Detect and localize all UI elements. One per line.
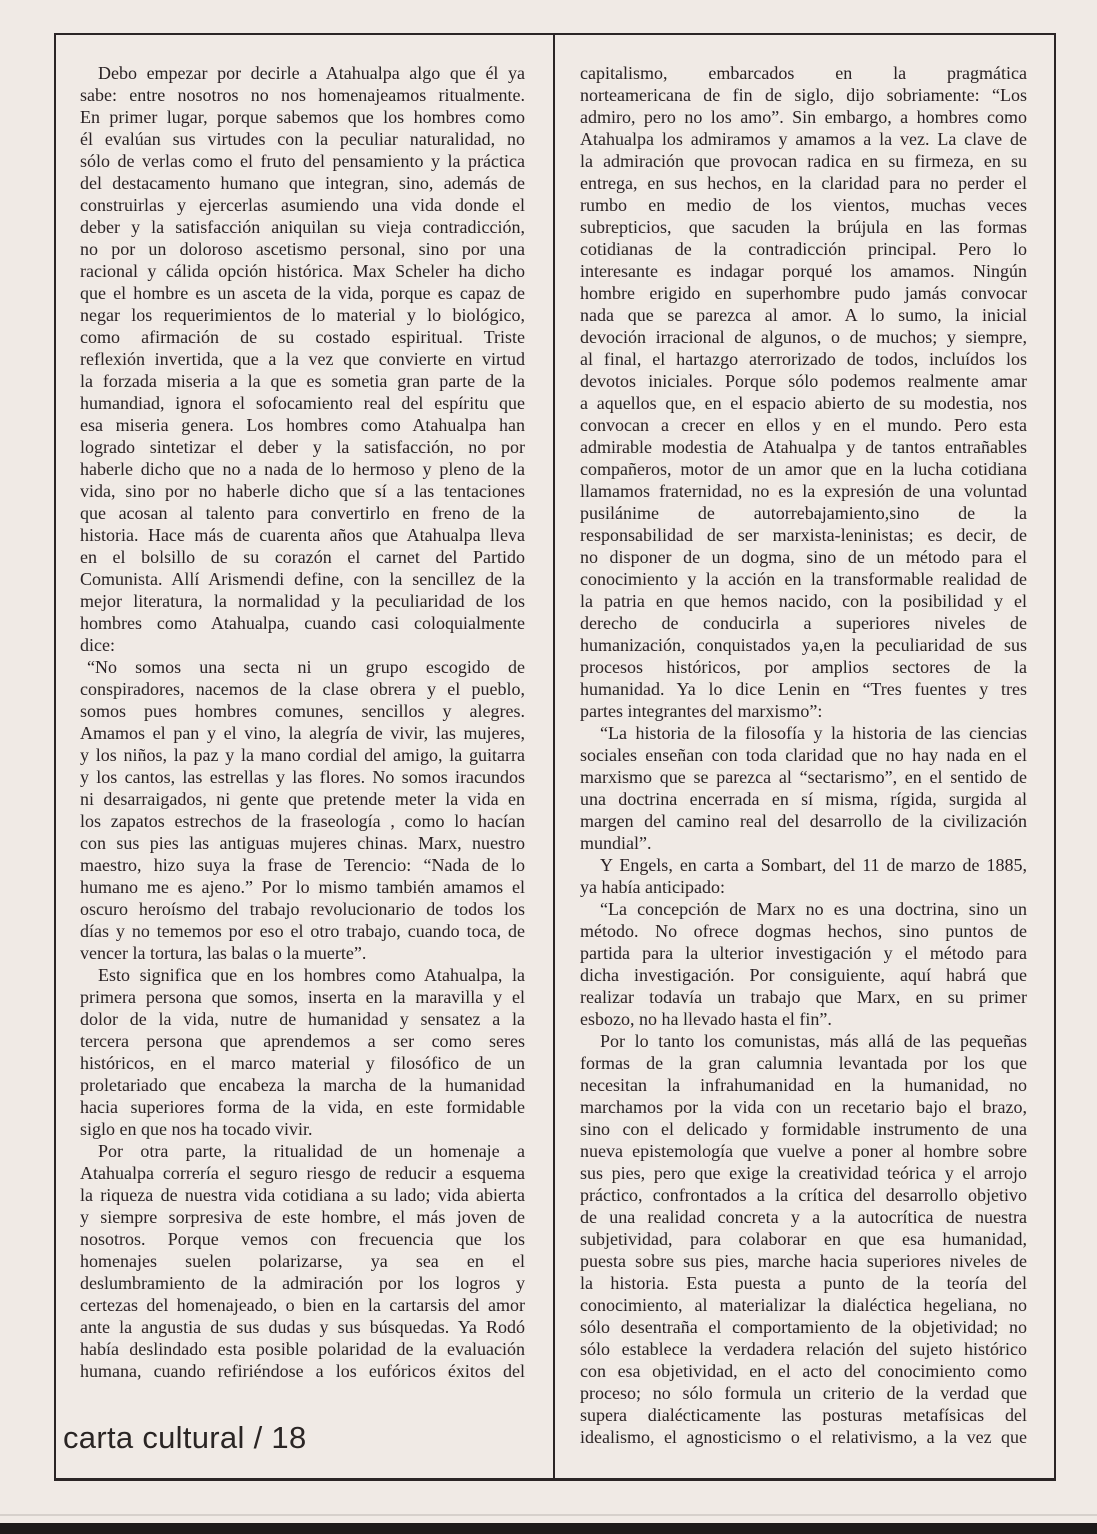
text-line: partes integrantes del marxismo”:	[580, 701, 823, 721]
text-line: necesitan la infrahumanidad en la humanidad, no	[580, 1075, 1027, 1095]
text-line: la historia. Esta puesta a punto de la teoría del	[580, 1273, 1027, 1293]
paragraph	[580, 62, 1027, 722]
text-line: certezas del homenajeado, o bien en la cartarsis del amor	[80, 1295, 525, 1315]
text-line: humanidad. Ya lo dice Lenin en “Tres fuentes y tres	[580, 679, 1027, 699]
text-line: supera dialécticamente las posturas metafísicas del	[580, 1405, 1027, 1425]
text-line: vencer la tortura, las balas o la muerte”.	[80, 943, 367, 963]
right-column	[580, 62, 1027, 1448]
text-line: no por un doloroso ascetismo personal, sino por una	[80, 239, 525, 259]
text-line: y los niños, la paz y la mano cordial del amigo, la guitarra	[80, 745, 525, 765]
text-line: interesante es indagar porqué los amamos. Ningún	[580, 261, 1027, 281]
text-line: ya había anticipado:	[580, 877, 725, 897]
text-line: método. No ofrece dogmas hechos, sino puntos de	[580, 921, 1027, 941]
text-line: humandiad, ignora el sofocamiento real del espíritu que	[80, 393, 525, 413]
text-line: esa miseria genera. Los hombres como Atahualpa han	[80, 415, 525, 435]
text-line: idealismo, el agnosticismo o el relativismo, a la vez que	[580, 1427, 1027, 1447]
page-footer: carta cultural / 18	[63, 1420, 307, 1455]
paragraph	[580, 1030, 1027, 1448]
text-line: mejor literatura, la normalidad y la peculiaridad de los	[80, 591, 525, 611]
text-line: como afirmación de su costado espiritual. Triste	[80, 327, 525, 347]
text-line: conspiradores, nacemos de la clase obrera y el pueblo,	[80, 679, 525, 699]
text-line: la patria en que hemos nacido, con la posibilidad y el	[580, 591, 1027, 611]
text-line: dicha investigación. Por consiguiente, aquí habrá que	[580, 965, 1027, 985]
text-line: mundial”.	[580, 833, 652, 853]
text-line: al final, el hartazgo aterrorizado de todos, incluídos los	[580, 349, 1027, 369]
text-line: con sus pies las antiguas mujeres chinas. Marx, nuestro	[80, 833, 525, 853]
text-line: Y Engels, en carta a Sombart, del 11 de marzo de 1885,	[600, 855, 1027, 875]
text-line: subrepticios, que sacuden la brújula en las formas	[580, 217, 1027, 237]
text-line: En primer lugar, porque sabemos que los hombres como	[80, 107, 525, 127]
text-line: homenajes suelen polarizarse, ya sea en el	[80, 1251, 525, 1271]
text-line: hombre erigido en superhombre pudo jamás convocar	[580, 283, 1027, 303]
text-line: la admiración que provocan radica en su firmeza, en su	[580, 151, 1027, 171]
text-line: derecho de conducirla a superiores niveles de	[580, 613, 1027, 633]
text-line: Comunista. Allí Arismendi define, con la sencillez de la	[80, 569, 525, 589]
text-line: una doctrina encerrada en sí misma, rígida, surgida al	[580, 789, 1027, 809]
text-line: marxismo que se parezca al “sectarismo”, en el sentido de	[580, 767, 1027, 787]
text-line: subjetividad, para colaborar en que esa humanidad,	[580, 1229, 1027, 1249]
quotation	[580, 722, 1027, 854]
text-line: hombres como Atahualpa, cuando casi coloquialmente	[80, 613, 525, 633]
text-line: la riqueza de nuestra vida cotidiana a su lado; vida abierta	[80, 1185, 525, 1205]
text-line: ni desarraigados, ni gente que pretende meter la vida en	[80, 789, 525, 809]
text-line: capitalismo, embarcados en la pragmática	[580, 63, 1027, 83]
text-line: compañeros, motor de un amor que en la lucha cotidiana	[580, 459, 1027, 479]
paragraph	[80, 1140, 525, 1382]
text-line: reflexión invertida, que a la vez que convierte en virtud	[80, 349, 525, 369]
text-line: admirable modestia de Atahualpa y de tantos entrañables	[580, 437, 1027, 457]
text-line: los zapatos estrechos de la fraseología , como lo hacían	[80, 811, 525, 831]
text-line: construirlas y ejercerlas asumiendo una vida donde el	[80, 195, 525, 215]
text-line: rumbo en medio de los vientos, muchas veces	[580, 195, 1027, 215]
text-line: nueva epistemología que vuelve a poner al hombre sobre	[580, 1141, 1027, 1161]
text-line: sus pies, pero que exige la creatividad teórica y el arrojo	[580, 1163, 1027, 1183]
text-line: Por lo tanto los comunistas, más allá de las pequeñas	[600, 1031, 1027, 1051]
text-line: Debo empezar por decirle a Atahualpa algo que él ya	[98, 63, 525, 83]
text-line: logrado sintetizar el deber y la satisfacción, no por	[80, 437, 525, 457]
column-divider	[553, 33, 555, 1479]
text-line: nosotros. Porque vemos con frecuencia que los	[80, 1229, 525, 1249]
text-line: dolor de la vida, nutre de humanidad y sensatez a la	[80, 1009, 525, 1029]
text-line: cotidianas de la contradicción principal. Pero lo	[580, 239, 1027, 259]
text-line: del destacamento humano que integran, sino, además de	[80, 173, 525, 193]
text-line: la forzada miseria a la que es sometia gran parte de la	[80, 371, 525, 391]
scan-bottom-edge	[0, 1523, 1097, 1534]
text-line: responsabilidad de ser marxista-leninistas; es decir, de	[580, 525, 1027, 545]
text-line: racional y cálida opción histórica. Max Scheler ha dicho	[80, 261, 525, 281]
text-line: Amamos el pan y el vino, la alegría de vivir, las mujeres,	[80, 723, 525, 743]
text-line: “No somos una secta ni un grupo escogido de	[87, 657, 525, 677]
text-line: días y no tememos por eso el otro trabajo, cuando toca, de	[80, 921, 525, 941]
text-line: pusilánime de autorrebajamiento,sino de la	[580, 503, 1027, 523]
text-line: hacia superiores forma de la vida, en este formidable	[80, 1097, 525, 1117]
text-line: él evalúan sus virtudes con la peculiar naturalidad, no	[80, 129, 525, 149]
text-line: sólo desentraña el comportamiento de la objetividad; no	[580, 1317, 1027, 1337]
quotation	[580, 898, 1027, 1030]
text-line: con esa objetividad, en el acto del conocimiento como	[580, 1361, 1027, 1381]
text-line: puesta sobre sus pies, marche hacia superiores niveles de	[580, 1251, 1027, 1271]
text-line: humano me es ajeno.” Por lo mismo también amamos el	[80, 877, 525, 897]
text-line: vida, sino por no haberle dicho que sí a las tentaciones	[80, 481, 525, 501]
text-line: admiro, pero no los amo”. Sin embargo, a hombres como	[580, 107, 1027, 127]
text-line: siglo en que nos ha tocado vivir.	[80, 1119, 313, 1139]
text-line: “La concepción de Marx no es una doctrina, sino un	[600, 899, 1027, 919]
text-line: y siempre sorpresiva de este hombre, el más joven de	[80, 1207, 525, 1227]
text-line: tercera persona que aprendemos a ser como seres	[80, 1031, 525, 1051]
text-line: partida para la ulterior investigación y el método para	[580, 943, 1027, 963]
text-line: formas de la gran calumnia levantada por los que	[580, 1053, 1027, 1073]
text-line: sólo de verlas como el fruto del pensamiento y la práctica	[80, 151, 525, 171]
text-line: margen del camino real del desarrollo de la civilización	[580, 811, 1027, 831]
text-line: haberle dicho que no a nada de lo hermoso y pleno de la	[80, 459, 525, 479]
text-line: marchamos por la vida con un recetario bajo el brazo,	[580, 1097, 1027, 1117]
text-line: proletariado que encabeza la marcha de la humanidad	[80, 1075, 525, 1095]
text-line: históricos, en el marco material y filosófico de un	[80, 1053, 525, 1073]
text-line: realizar todavía un trabajo que Marx, en su primer	[580, 987, 1027, 1007]
text-line: Atahualpa los admiramos y amamos a la vez. La clave de	[580, 129, 1027, 149]
text-line: había deslindado esta posible polaridad de la evaluación	[80, 1339, 525, 1359]
quotation	[80, 656, 525, 964]
text-line: sabe: entre nosotros no nos homenajeamos ritualmente.	[80, 85, 525, 105]
text-line: humana, cuando refiriéndose a los eufóricos éxitos del	[80, 1361, 525, 1381]
text-line: a aquellos que, en el espacio abierto de su modestia, nos	[580, 393, 1027, 413]
text-line: deber y la satisfacción aniquilan su vieja contradicción,	[80, 217, 525, 237]
text-line: sociales enseñan con toda claridad que no hay nada en el	[580, 745, 1027, 765]
text-line: maestro, hizo suya la frase de Terencio: “Nada de lo	[80, 855, 525, 875]
paragraph	[80, 964, 525, 1140]
text-line: conocimiento y la acción en la transformable realidad de	[580, 569, 1027, 589]
text-line: negar los requerimientos de lo material y lo biológico,	[80, 305, 525, 325]
left-column	[80, 62, 525, 1382]
text-line: dice:	[80, 635, 115, 655]
text-line: esbozo, no ha llevado hasta el fin”.	[580, 1009, 832, 1029]
paragraph	[580, 854, 1027, 898]
text-line: nada que se parezca al amor. A lo sumo, la inicial	[580, 305, 1027, 325]
text-line: procesos históricos, por amplios sectores de la	[580, 657, 1027, 677]
text-line: historia. Hace más de cuarenta años que Atahualpa lleva	[80, 525, 525, 545]
text-line: que el hombre es un asceta de la vida, porque es capaz de	[80, 283, 525, 303]
text-line: llamamos fraternidad, no es la expresión de una voluntad	[580, 481, 1027, 501]
text-line: conocimiento, al materializar la dialéctica hegeliana, no	[580, 1295, 1027, 1315]
text-line: devoción irracional de algunos, o de muchos; y siempre,	[580, 327, 1027, 347]
paragraph	[80, 62, 525, 656]
text-line: de una realidad concreta y a la autocrítica de nuestra	[580, 1207, 1027, 1227]
text-line: sólo establece la verdadera relación del sujeto histórico	[580, 1339, 1027, 1359]
text-line: primera persona que somos, inserta en la maravilla y el	[80, 987, 525, 1007]
text-line: ante la angustia de sus dudas y sus búsquedas. Ya Rodó	[80, 1317, 525, 1337]
text-line: “La historia de la filosofía y la historia de las ciencias	[600, 723, 1027, 743]
text-line: Esto significa que en los hombres como Atahualpa, la	[98, 965, 525, 985]
text-line: no disponer de un dogma, sino de un método para el	[580, 547, 1027, 567]
text-line: y los cantos, las estrellas y las flores. No somos iracundos	[80, 767, 525, 787]
text-line: deslumbramiento de la admiración por los logros y	[80, 1273, 525, 1293]
text-line: Atahualpa correría el seguro riesgo de reducir a esquema	[80, 1163, 525, 1183]
text-line: que acosan al talento para convertirlo en freno de la	[80, 503, 525, 523]
text-line: proceso; no sólo formula un criterio de la verdad que	[580, 1383, 1027, 1403]
text-line: humanización, conquistados ya,en la peculiaridad de sus	[580, 635, 1027, 655]
scan-edge-line	[0, 1514, 1097, 1516]
text-line: oscuro heroísmo del trabajo revolucionario de todos los	[80, 899, 525, 919]
text-line: práctico, confrontados a la crítica del desarrollo objetivo	[580, 1185, 1027, 1205]
text-line: somos pues hombres comunes, sencillos y alegres.	[80, 701, 525, 721]
text-line: sino con el delicado y formidable instrumento de una	[580, 1119, 1027, 1139]
text-line: Por otra parte, la ritualidad de un homenaje a	[98, 1141, 525, 1161]
text-line: devotos iniciales. Porque sólo podemos realmente amar	[580, 371, 1027, 391]
text-line: norteamericana de fin de siglo, dijo sobriamente: “Los	[580, 85, 1027, 105]
text-line: convocan a crecer en ellos y en el mundo. Pero esta	[580, 415, 1027, 435]
text-line: en el bolsillo de su corazón el carnet del Partido	[80, 547, 525, 567]
text-line: entrega, en sus hechos, en la claridad para no perder el	[580, 173, 1027, 193]
